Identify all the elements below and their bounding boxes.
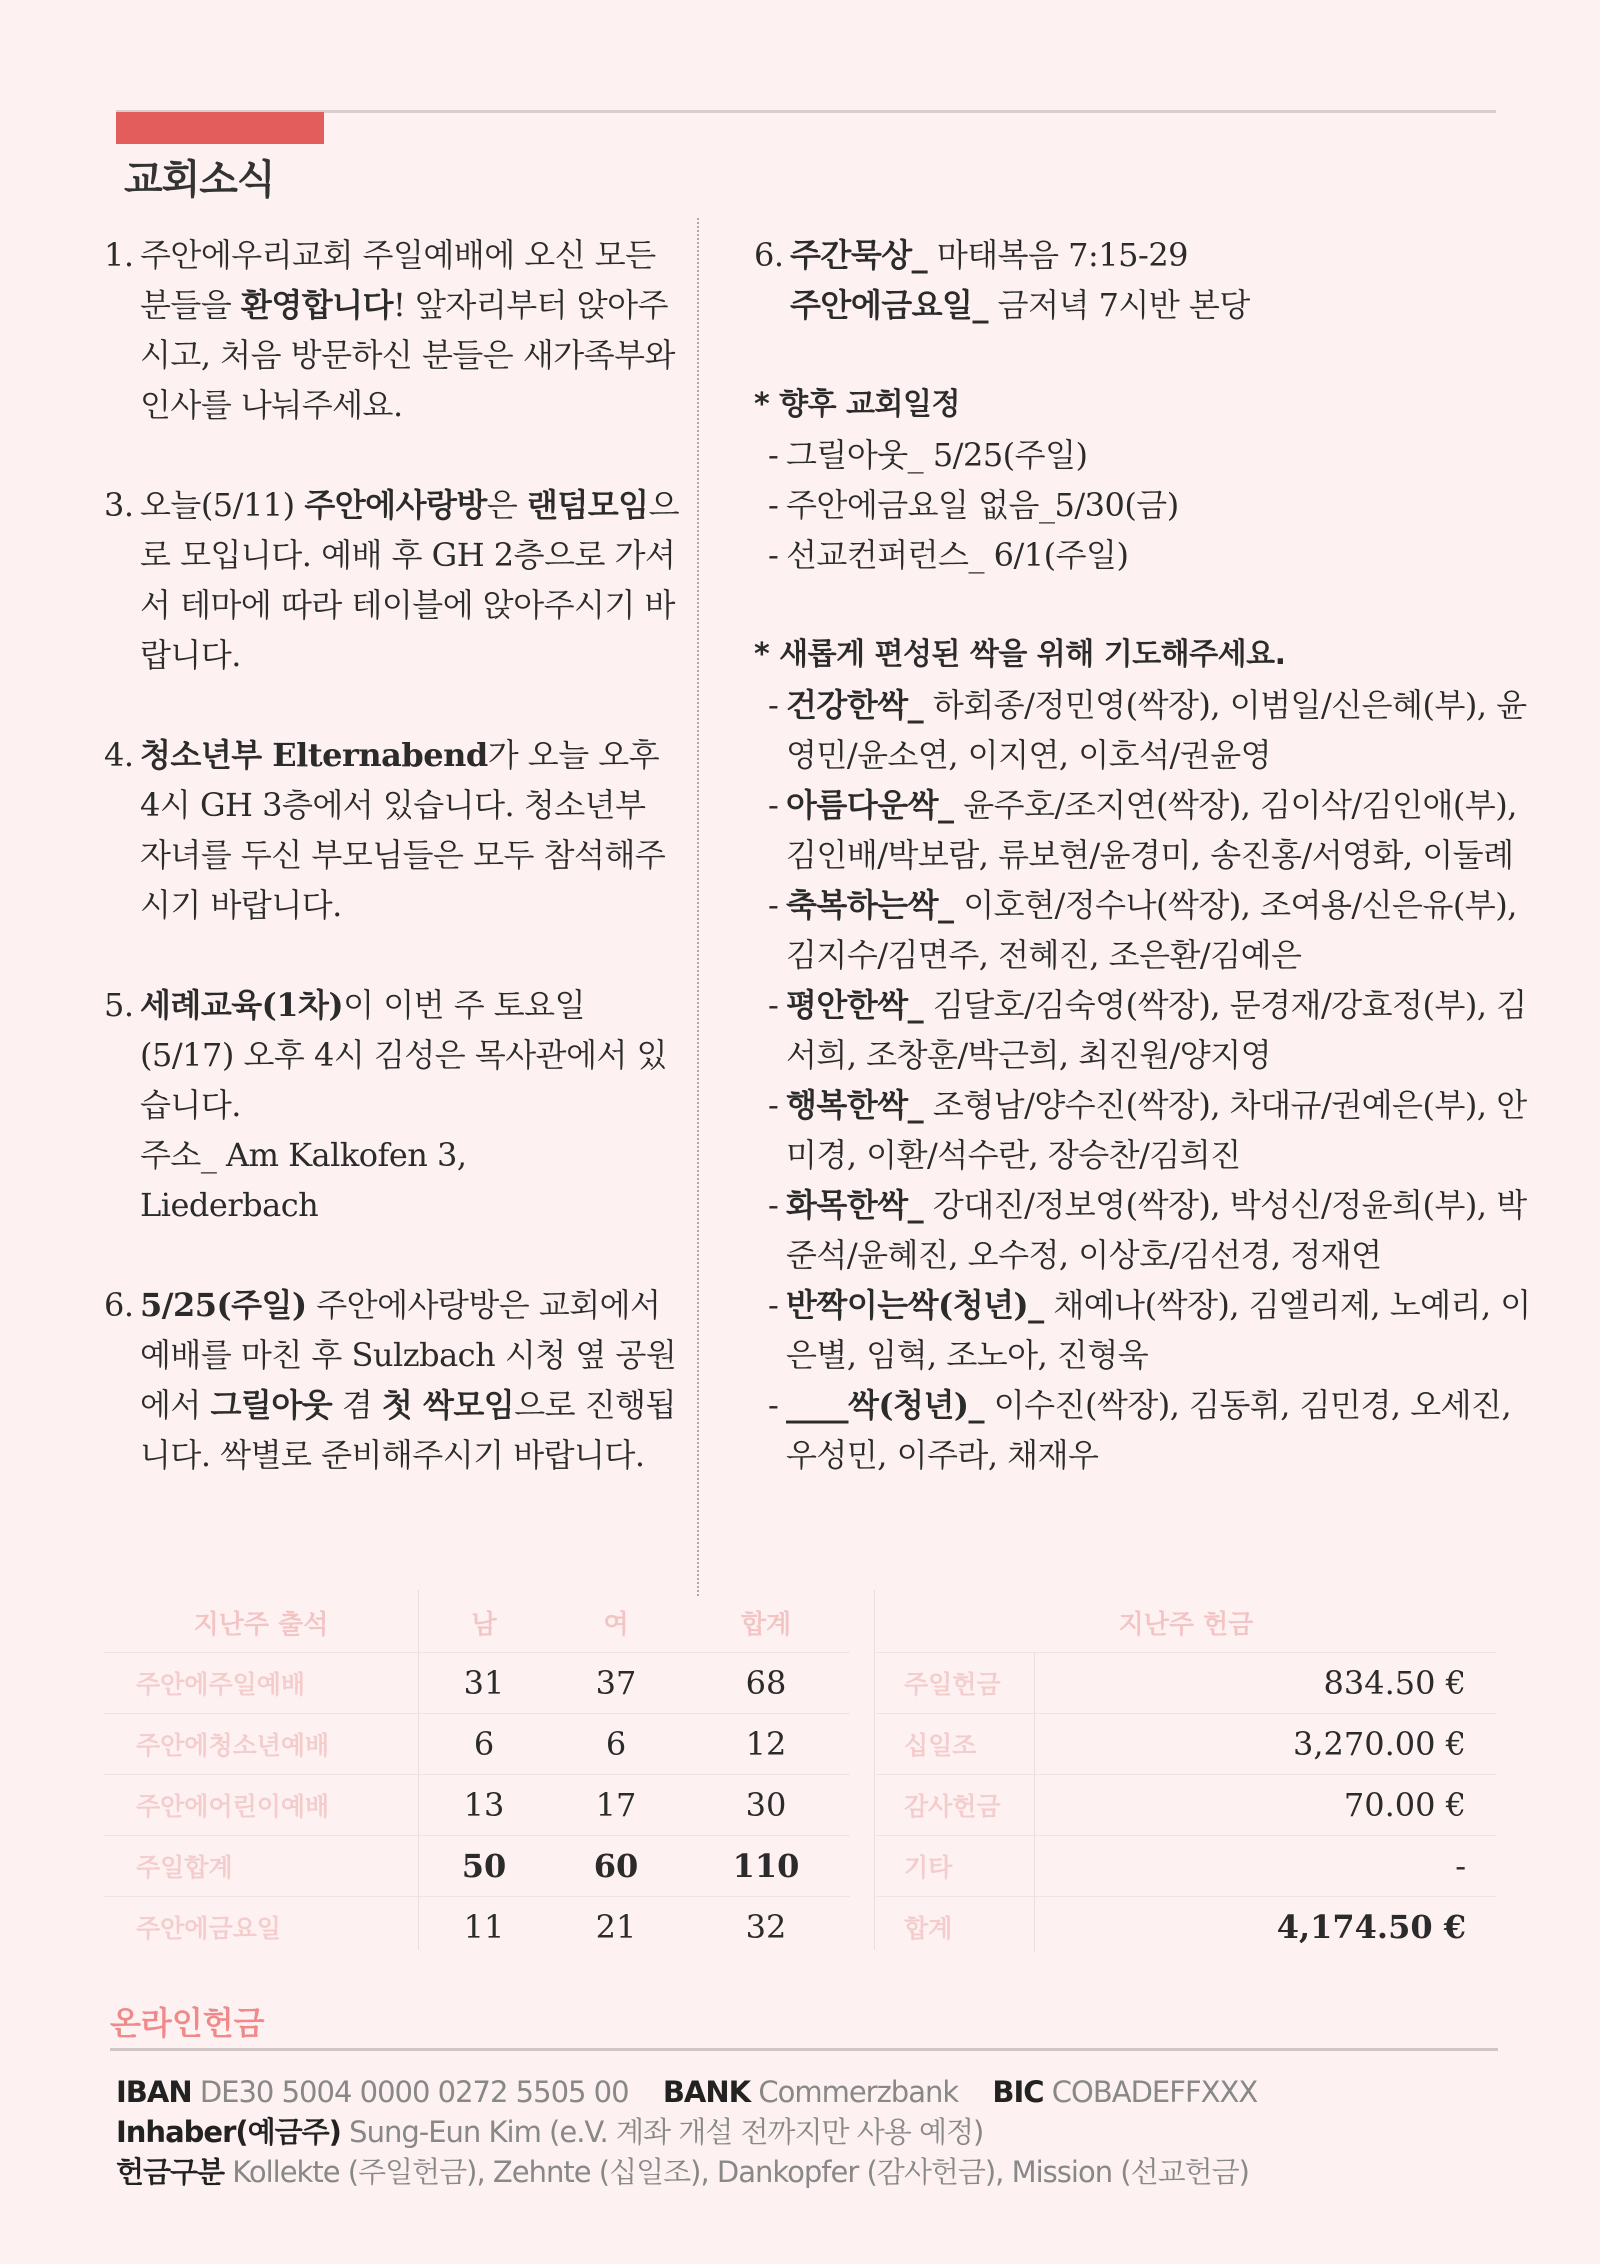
group-item: - 건강한싹_ 하회종/정민영(싹장), 이범일/신은혜(부), 윤영민/윤소연, 이지연, 이호석/권윤영	[768, 686, 1527, 774]
address-line: 주소_ Am Kalkofen 3,	[140, 1136, 467, 1174]
column-header-total: 합계	[740, 1609, 792, 1640]
schedule-item: - 주안에금요일 없음_5/30(금)	[768, 486, 1179, 524]
online-offering-rule	[110, 2048, 1498, 2051]
table-row: 주안에주일예배 31 37 68	[104, 1653, 850, 1714]
table-row: 주안에청소년예배 6 6 12	[104, 1714, 850, 1775]
item-number: 3.	[104, 486, 134, 524]
bic-value: COBADEFFXXX	[1051, 2075, 1258, 2109]
news-item-5: 5. 세례교육(1차)이 이번 주 토요일 (5/17) 오후 4시 김성은 목사관에서 있습니다. 주소_ Am Kalkofen 3, Liederbach	[104, 980, 684, 1230]
column-header-male: 남	[471, 1609, 497, 1640]
news-item-1: 1. 주안에우리교회 주일예배에 오신 모든 분들을 환영합니다! 앞자리부터 앉아주시고, 처음 방문하신 분들은 새가족부와 인사를 나눠주세요.	[104, 230, 684, 430]
news-item-3: 3. 오늘(5/11) 주안에사랑방은 랜덤모임으로 모입니다. 예배 후 GH 2층으로 가셔서 테마에 따라 테이블에 앉아주시기 바랍니다.	[104, 480, 684, 680]
column-divider	[697, 218, 699, 1596]
group-item: - 화목한싹_ 강대진/정보영(싹장), 박성신/정윤희(부), 박준석/윤혜진, 오수정, 이상호/김선경, 정재연	[768, 1186, 1527, 1274]
bank-line-2: Inhaber(예금주) Sung-Eun Kim (e.V. 계좌 개설 전까지만 사용 예정)	[116, 2115, 984, 2149]
table-row: 십일조 3,270.00 €	[876, 1714, 1496, 1775]
news-left-column	[104, 230, 684, 1480]
table-row: 합계 4,174.50 €	[876, 1897, 1496, 1958]
schedule-title: * 향후 교회일정	[754, 387, 960, 422]
address-city: Liederbach	[140, 1186, 319, 1224]
group-item: - ____싹(청년)_ 이수진(싹장), 김동휘, 김민경, 오세진, 우성민, 이주라, 채재우	[768, 1386, 1512, 1474]
page-title: 교회소식	[124, 157, 275, 203]
group-item: - 평안한싹_ 김달호/김숙영(싹장), 문경재/강효정(부), 김서희, 조창훈/박근희, 최진원/양지영	[768, 986, 1527, 1074]
online-offering-title: 온라인헌금	[110, 2004, 265, 2042]
table-divider	[874, 1590, 875, 1950]
group-item: - 반짝이는싹(청년)_ 채예나(싹장), 김엘리제, 노예리, 이은별, 임혁, 조노아, 진형욱	[768, 1286, 1531, 1374]
item-number: 5.	[104, 986, 134, 1024]
item-number: 1.	[104, 236, 134, 274]
table-row: 주안에금요일 11 21 32	[104, 1897, 850, 1958]
table-row: 주일헌금 834.50 €	[876, 1653, 1496, 1714]
offering-header: 지난주 헌금	[1118, 1609, 1254, 1640]
bank-value: Commerzbank	[758, 2075, 959, 2109]
bank-line-1: IBAN DE30 5004 0000 0272 5505 00 BANK Commerzbank BIC COBADEFFXXX	[116, 2075, 1258, 2109]
table-header-row	[876, 1592, 1496, 1653]
news-item-meditation: 6. 주간묵상_ 마태복음 7:15-29 주안에금요일_ 금저녁 7시반 본당	[754, 230, 1534, 330]
groups-title: * 새롭게 편성된 싹을 위해 기도해주세요.	[754, 637, 1286, 672]
types-value: Kollekte (주일헌금), Zehnte (십일조), Dankopfer (감사헌금), Mission (선교헌금)	[232, 2155, 1249, 2189]
attendance-table	[104, 1592, 850, 1957]
bank-info	[116, 2072, 1283, 2192]
schedule-item: - 선교컨퍼런스_ 6/1(주일)	[768, 536, 1129, 574]
group-item: - 행복한싹_ 조형남/양수진(싹장), 차대규/권예은(부), 안미경, 이환/석수란, 장승찬/김희진	[768, 1086, 1527, 1174]
column-header-female: 여	[603, 1609, 629, 1640]
holder-value: Sung-Eun Kim (e.V. 계좌 개설 전까지만 사용 예정)	[349, 2115, 984, 2149]
item-number: 6.	[104, 1286, 134, 1324]
table-row: 주일합계 50 60 110	[104, 1836, 850, 1897]
group-item: - 아름다운싹_ 윤주호/조지연(싹장), 김이삭/김인애(부), 김인배/박보람, 류보현/윤경미, 송진홍/서영화, 이둘례	[768, 786, 1517, 874]
group-item: - 축복하는싹_ 이호현/정수나(싹장), 조여용/신은유(부), 김지수/김면주, 전혜진, 조은환/김예은	[768, 886, 1517, 974]
header-accent-bar	[116, 112, 324, 144]
item-number: 6.	[754, 236, 784, 274]
table-header-row	[104, 1592, 850, 1653]
news-item-4: 4. 청소년부 Elternabend가 오늘 오후 4시 GH 3층에서 있습니다. 청소년부 자녀를 두신 부모님들은 모두 참석해주시기 바랍니다.	[104, 730, 684, 930]
bank-line-3: 헌금구분 Kollekte (주일헌금), Zehnte (십일조), Dankopfer (감사헌금), Mission (선교헌금)	[116, 2155, 1249, 2189]
iban-value: DE30 5004 0000 0272 5505 00	[199, 2075, 629, 2109]
offering-table	[876, 1592, 1496, 1957]
news-item-6: 6. 5/25(주일) 주안에사랑방은 교회에서 예배를 마친 후 Sulzbach 시청 옆 공원에서 그릴아웃 겸 첫 싹모임으로 진행됩니다. 싹별로 준비해주시기 바랍니다.	[104, 1280, 684, 1480]
table-row: 주안에어린이예배 13 17 30	[104, 1775, 850, 1836]
attendance-header: 지난주 출석	[193, 1609, 329, 1640]
item-number: 4.	[104, 736, 134, 774]
table-row: 기타 -	[876, 1836, 1496, 1897]
table-row: 감사헌금 70.00 €	[876, 1775, 1496, 1836]
schedule-item: - 그릴아웃_ 5/25(주일)	[768, 436, 1088, 474]
news-right-column	[754, 230, 1534, 1480]
